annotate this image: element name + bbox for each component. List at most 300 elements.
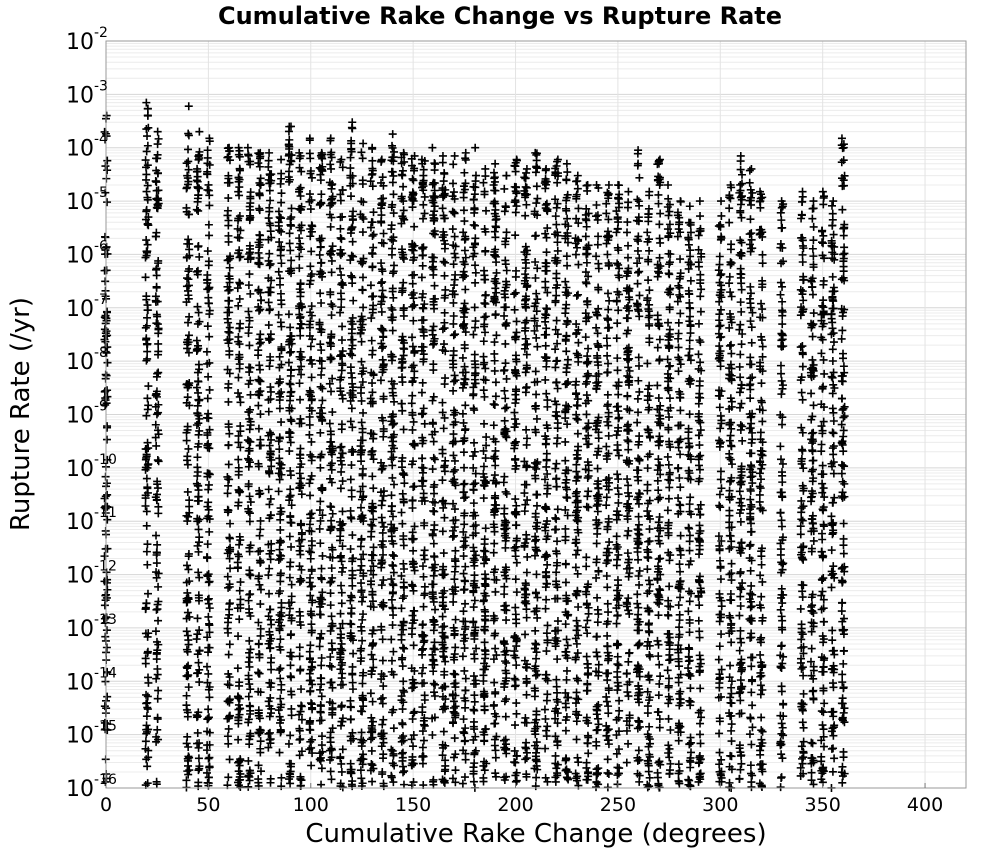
data-point bbox=[308, 174, 316, 182]
data-point bbox=[225, 347, 233, 355]
data-point bbox=[512, 575, 520, 583]
data-point bbox=[449, 320, 457, 328]
data-point bbox=[572, 177, 580, 185]
data-point bbox=[256, 749, 264, 757]
data-point bbox=[194, 242, 202, 250]
data-point bbox=[287, 519, 295, 527]
data-point bbox=[459, 607, 467, 615]
data-point bbox=[276, 749, 284, 757]
data-point bbox=[399, 626, 407, 634]
data-point bbox=[572, 563, 580, 571]
data-point bbox=[347, 154, 355, 162]
data-point bbox=[410, 641, 418, 649]
data-point bbox=[287, 661, 295, 669]
data-point bbox=[512, 615, 520, 623]
data-point bbox=[614, 484, 622, 492]
data-point bbox=[246, 509, 254, 517]
data-point bbox=[461, 724, 469, 732]
data-point bbox=[266, 729, 274, 737]
data-point bbox=[585, 610, 593, 618]
data-point bbox=[573, 401, 581, 409]
data-point bbox=[554, 617, 562, 625]
data-point bbox=[418, 669, 426, 677]
data-point bbox=[572, 415, 580, 423]
data-point bbox=[144, 142, 152, 150]
data-point bbox=[337, 484, 345, 492]
data-point bbox=[266, 644, 274, 652]
data-point bbox=[337, 468, 345, 476]
data-point bbox=[296, 608, 304, 616]
data-point bbox=[592, 252, 600, 260]
data-point bbox=[491, 401, 499, 409]
data-point bbox=[511, 198, 519, 206]
data-point bbox=[583, 759, 591, 767]
data-point bbox=[288, 581, 296, 589]
data-point bbox=[142, 336, 150, 344]
data-point bbox=[439, 527, 447, 535]
data-point bbox=[399, 183, 407, 191]
data-point bbox=[275, 379, 283, 387]
data-point bbox=[553, 537, 561, 545]
data-point bbox=[563, 667, 571, 675]
data-point bbox=[408, 497, 416, 505]
data-point bbox=[286, 513, 294, 521]
data-point bbox=[318, 396, 326, 404]
data-point bbox=[388, 773, 396, 781]
data-point bbox=[440, 177, 448, 185]
data-point bbox=[553, 655, 561, 663]
data-point bbox=[388, 491, 396, 499]
data-point bbox=[471, 479, 479, 487]
data-point bbox=[420, 679, 428, 687]
data-point bbox=[326, 653, 334, 661]
data-point bbox=[196, 396, 204, 404]
data-point bbox=[438, 399, 446, 407]
data-point bbox=[603, 418, 611, 426]
data-point bbox=[431, 282, 439, 290]
data-point bbox=[359, 286, 367, 294]
data-point bbox=[318, 575, 326, 583]
data-point bbox=[523, 553, 531, 561]
data-point bbox=[492, 310, 500, 318]
data-point bbox=[389, 172, 397, 180]
data-point bbox=[287, 256, 295, 264]
data-point bbox=[461, 600, 469, 608]
data-point bbox=[552, 752, 560, 760]
data-point bbox=[226, 640, 234, 648]
data-point bbox=[153, 195, 161, 203]
data-point bbox=[512, 681, 520, 689]
data-point bbox=[338, 449, 346, 457]
data-point bbox=[367, 399, 375, 407]
data-point bbox=[153, 559, 161, 567]
data-point bbox=[604, 391, 612, 399]
data-point bbox=[604, 656, 612, 664]
data-point bbox=[337, 234, 345, 242]
data-point bbox=[378, 278, 386, 286]
data-point bbox=[623, 228, 631, 236]
data-point bbox=[613, 673, 621, 681]
data-point bbox=[153, 283, 161, 291]
data-point bbox=[400, 565, 408, 573]
data-point bbox=[594, 567, 602, 575]
data-point bbox=[224, 625, 232, 633]
data-point bbox=[492, 223, 500, 231]
data-point bbox=[419, 760, 427, 768]
data-point bbox=[461, 563, 469, 571]
data-point bbox=[152, 292, 160, 300]
data-point bbox=[317, 176, 325, 184]
data-point bbox=[194, 568, 202, 576]
data-point bbox=[561, 438, 569, 446]
data-point bbox=[420, 753, 428, 761]
data-point bbox=[480, 463, 488, 471]
data-point bbox=[328, 311, 336, 319]
data-point bbox=[542, 165, 550, 173]
data-point bbox=[409, 582, 417, 590]
data-point bbox=[337, 610, 345, 618]
data-point bbox=[390, 209, 398, 217]
data-point bbox=[472, 369, 480, 377]
data-point bbox=[336, 225, 344, 233]
data-point bbox=[441, 414, 449, 422]
data-point bbox=[226, 564, 234, 572]
data-point bbox=[235, 183, 243, 191]
data-point bbox=[440, 340, 448, 348]
data-point bbox=[532, 367, 540, 375]
data-point bbox=[430, 393, 438, 401]
data-point bbox=[615, 661, 623, 669]
data-point bbox=[203, 348, 211, 356]
data-point bbox=[307, 438, 315, 446]
data-point bbox=[592, 201, 600, 209]
data-point bbox=[512, 699, 520, 707]
data-point bbox=[205, 754, 213, 762]
data-point bbox=[613, 532, 621, 540]
data-point bbox=[418, 244, 426, 252]
data-point bbox=[317, 781, 325, 789]
data-point bbox=[421, 193, 429, 201]
data-point bbox=[429, 465, 437, 473]
data-point bbox=[296, 292, 304, 300]
data-point bbox=[472, 172, 480, 180]
data-point bbox=[307, 548, 315, 556]
data-point bbox=[194, 389, 202, 397]
data-point bbox=[408, 378, 416, 386]
data-point bbox=[389, 190, 397, 198]
data-point bbox=[316, 717, 324, 725]
data-point bbox=[408, 581, 416, 589]
data-point bbox=[235, 432, 243, 440]
data-point bbox=[429, 656, 437, 664]
data-point bbox=[491, 160, 499, 168]
data-point bbox=[430, 215, 438, 223]
data-point bbox=[532, 334, 540, 342]
data-point bbox=[481, 617, 489, 625]
data-point bbox=[236, 167, 244, 175]
data-point bbox=[511, 455, 519, 463]
data-point bbox=[563, 160, 571, 168]
data-point bbox=[387, 304, 395, 312]
data-point bbox=[501, 340, 509, 348]
data-point bbox=[430, 553, 438, 561]
data-points bbox=[101, 99, 849, 792]
data-point bbox=[421, 583, 429, 591]
data-point bbox=[185, 331, 193, 339]
data-point bbox=[502, 203, 510, 211]
data-point bbox=[500, 583, 508, 591]
data-point bbox=[594, 618, 602, 626]
data-point bbox=[306, 676, 314, 684]
data-point bbox=[605, 432, 613, 440]
data-point bbox=[316, 289, 324, 297]
data-point bbox=[532, 465, 540, 473]
data-point bbox=[469, 331, 477, 339]
data-point bbox=[204, 373, 212, 381]
data-point bbox=[379, 551, 387, 559]
data-point bbox=[523, 351, 531, 359]
data-point bbox=[409, 440, 417, 448]
data-point bbox=[511, 509, 519, 517]
data-point bbox=[317, 383, 325, 391]
data-point bbox=[225, 460, 233, 468]
data-point bbox=[490, 400, 498, 408]
data-point bbox=[368, 337, 376, 345]
data-point bbox=[143, 188, 151, 196]
data-point bbox=[154, 671, 162, 679]
data-point bbox=[418, 703, 426, 711]
data-point bbox=[573, 292, 581, 300]
data-point bbox=[460, 586, 468, 594]
data-point bbox=[603, 493, 611, 501]
data-point bbox=[205, 299, 213, 307]
data-point bbox=[144, 779, 152, 787]
data-point bbox=[479, 179, 487, 187]
data-point bbox=[328, 564, 336, 572]
data-point bbox=[245, 463, 253, 471]
data-point bbox=[370, 543, 378, 551]
data-point bbox=[470, 778, 478, 786]
data-point bbox=[533, 182, 541, 190]
data-point bbox=[613, 612, 621, 620]
data-point bbox=[286, 558, 294, 566]
data-point bbox=[285, 310, 293, 318]
data-point bbox=[520, 543, 528, 551]
data-point bbox=[275, 226, 283, 234]
data-point bbox=[511, 333, 519, 341]
data-point bbox=[285, 136, 293, 144]
data-point bbox=[532, 782, 540, 790]
data-point bbox=[204, 394, 212, 402]
data-point bbox=[512, 710, 520, 718]
data-point bbox=[296, 379, 304, 387]
data-point bbox=[439, 204, 447, 212]
data-point bbox=[246, 391, 254, 399]
data-point bbox=[287, 705, 295, 713]
data-point bbox=[542, 331, 550, 339]
data-point bbox=[492, 279, 500, 287]
data-point bbox=[389, 294, 397, 302]
data-point bbox=[614, 225, 622, 233]
data-point bbox=[449, 430, 457, 438]
data-point bbox=[286, 731, 294, 739]
data-point bbox=[143, 341, 151, 349]
data-point bbox=[613, 556, 621, 564]
data-point bbox=[235, 682, 243, 690]
data-point bbox=[305, 431, 313, 439]
data-point bbox=[277, 782, 285, 790]
data-point bbox=[390, 481, 398, 489]
data-point bbox=[397, 400, 405, 408]
data-point bbox=[347, 369, 355, 377]
data-point bbox=[194, 183, 202, 191]
data-point bbox=[533, 295, 541, 303]
data-point bbox=[450, 468, 458, 476]
data-point bbox=[296, 562, 304, 570]
data-point bbox=[206, 604, 214, 612]
data-point bbox=[492, 289, 500, 297]
data-point bbox=[306, 687, 314, 695]
data-point bbox=[316, 539, 324, 547]
data-point bbox=[441, 272, 449, 280]
data-point bbox=[410, 247, 418, 255]
data-point bbox=[277, 180, 285, 188]
data-point bbox=[410, 349, 418, 357]
data-point bbox=[615, 707, 623, 715]
data-point bbox=[287, 672, 295, 680]
data-point bbox=[195, 678, 203, 686]
data-point bbox=[349, 238, 357, 246]
data-point bbox=[460, 448, 468, 456]
data-point bbox=[563, 694, 571, 702]
data-point bbox=[471, 448, 479, 456]
data-point bbox=[185, 496, 193, 504]
data-point bbox=[502, 172, 510, 180]
data-point bbox=[359, 176, 367, 184]
data-point bbox=[377, 695, 385, 703]
data-point bbox=[143, 762, 151, 770]
data-point bbox=[338, 507, 346, 515]
data-point bbox=[543, 289, 551, 297]
data-point bbox=[595, 265, 603, 273]
data-point bbox=[306, 574, 314, 582]
data-point bbox=[184, 130, 192, 138]
data-point bbox=[594, 484, 602, 492]
data-point bbox=[359, 409, 367, 417]
data-point bbox=[236, 393, 244, 401]
data-point bbox=[430, 305, 438, 313]
data-point bbox=[501, 544, 509, 552]
data-point bbox=[369, 698, 377, 706]
data-point bbox=[185, 641, 193, 649]
data-point bbox=[349, 297, 357, 305]
data-point bbox=[573, 244, 581, 252]
data-point bbox=[203, 554, 211, 562]
data-point bbox=[430, 572, 438, 580]
data-point bbox=[491, 769, 499, 777]
data-point bbox=[235, 191, 243, 199]
data-point bbox=[143, 348, 151, 356]
data-point bbox=[408, 399, 416, 407]
data-point bbox=[399, 470, 407, 478]
data-point bbox=[287, 630, 295, 638]
data-point bbox=[594, 241, 602, 249]
data-point bbox=[286, 239, 294, 247]
data-point bbox=[541, 706, 549, 714]
data-point bbox=[277, 681, 285, 689]
data-point bbox=[318, 565, 326, 573]
data-point bbox=[368, 747, 376, 755]
data-point bbox=[379, 700, 387, 708]
data-point bbox=[367, 735, 375, 743]
data-point bbox=[512, 521, 520, 529]
data-point bbox=[327, 775, 335, 783]
data-point bbox=[266, 383, 274, 391]
data-point bbox=[203, 414, 211, 422]
data-point bbox=[502, 616, 510, 624]
data-point bbox=[206, 644, 214, 652]
data-point bbox=[450, 260, 458, 268]
data-point bbox=[285, 447, 293, 455]
data-point bbox=[287, 380, 295, 388]
data-point bbox=[398, 509, 406, 517]
data-point bbox=[614, 499, 622, 507]
data-point bbox=[613, 319, 621, 327]
data-point bbox=[388, 604, 396, 612]
data-point bbox=[543, 561, 551, 569]
data-point bbox=[317, 299, 325, 307]
data-point bbox=[266, 171, 274, 179]
data-point bbox=[523, 383, 531, 391]
data-point bbox=[205, 713, 213, 721]
data-point bbox=[205, 600, 213, 608]
data-point bbox=[592, 324, 600, 332]
data-point bbox=[308, 302, 316, 310]
data-point bbox=[481, 300, 489, 308]
data-point bbox=[533, 164, 541, 172]
data-point bbox=[257, 737, 265, 745]
data-point bbox=[152, 606, 160, 614]
data-point bbox=[184, 671, 192, 679]
data-point bbox=[399, 720, 407, 728]
data-point bbox=[481, 575, 489, 583]
data-point bbox=[410, 607, 418, 615]
data-point bbox=[327, 767, 335, 775]
data-point bbox=[399, 279, 407, 287]
data-point bbox=[431, 681, 439, 689]
data-point bbox=[572, 390, 580, 398]
data-point bbox=[287, 491, 295, 499]
data-point bbox=[471, 279, 479, 287]
data-point bbox=[419, 727, 427, 735]
data-point bbox=[224, 773, 232, 781]
data-point bbox=[390, 267, 398, 275]
data-point bbox=[317, 661, 325, 669]
data-point bbox=[604, 709, 612, 717]
data-point bbox=[562, 620, 570, 628]
data-point bbox=[141, 502, 149, 510]
data-point bbox=[388, 561, 396, 569]
data-point bbox=[461, 704, 469, 712]
data-point bbox=[388, 502, 396, 510]
data-point bbox=[287, 348, 295, 356]
data-point bbox=[154, 186, 162, 194]
data-point bbox=[533, 502, 541, 510]
data-point bbox=[339, 395, 347, 403]
data-point bbox=[460, 419, 468, 427]
data-point bbox=[543, 450, 551, 458]
data-point bbox=[275, 268, 283, 276]
